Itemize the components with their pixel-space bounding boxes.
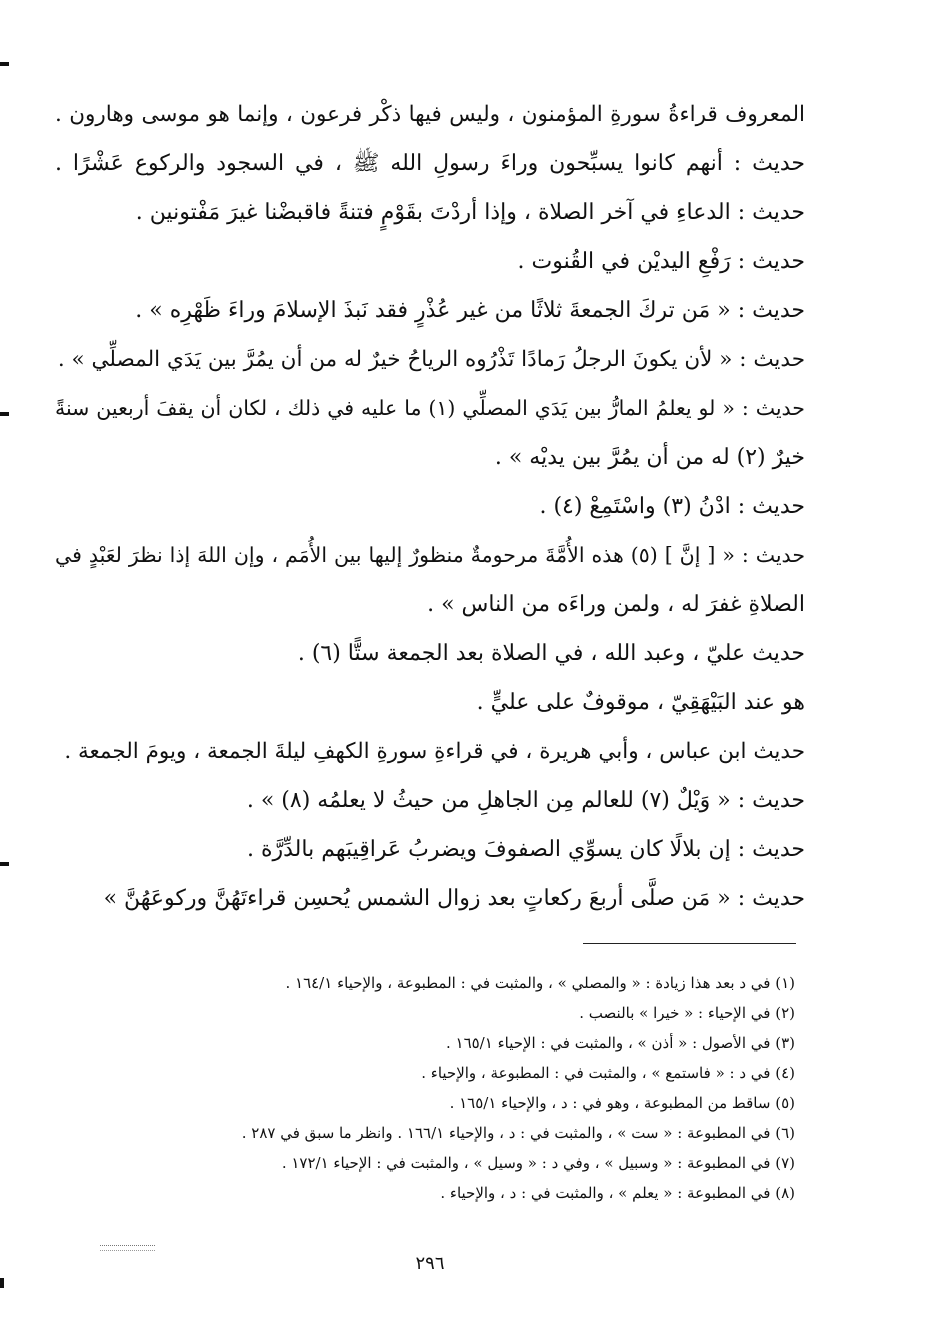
scan-edge-mark: [0, 62, 9, 66]
text-line: المعروف قراءةُ سورةِ المؤمنون ، وليس فيها ذكْر فرعون ، وإنما هو موسى وهارون .: [55, 102, 805, 127]
text-line: حديث : أنهم كانوا يسبِّحون وراءَ رسولِ الله ﷺ ، في السجود والركوع عَشْرًا .: [55, 151, 805, 176]
footnote: (٦) في المطبوعة : « ست » ، والمثبت في : د ، والإحياء ١٦٦/١ . وانظر ما سبق في ٢٨٧ .: [241, 1124, 795, 1142]
footnote: (٥) ساقط من المطبوعة ، وهو في : د ، والإحياء ١٦٥/١ .: [449, 1094, 795, 1112]
footnote: (٤) في د : « فاستمع » ، والمثبت في : المطبوعة ، والإحياء .: [421, 1064, 795, 1082]
text-line: حديث عليّ ، وعبد الله ، في الصلاة بعد الجمعة ستًّا (٦) .: [297, 641, 805, 666]
text-line: خيرٌ (٢) له من أن يمُرَّ بين يديْه » .: [494, 445, 805, 470]
footnote: (٢) في الإحياء : « خيرا » بالنصب .: [579, 1004, 795, 1022]
page-number: ٢٩٦: [415, 1253, 445, 1274]
scan-smudge: [100, 1245, 155, 1251]
scan-edge-mark: [0, 412, 9, 416]
text-line: حديث : « لأن يكونَ الرجلُ رَمادًا تَذْرُوه الرياحُ خيرٌ له من أن يمُرَّ بين يَدَي المصلِّي » .: [57, 347, 805, 372]
text-line: حديث : رَفْعِ اليديْن في القُنوت .: [517, 249, 805, 274]
text-line: حديث : « مَن تركَ الجمعةَ ثلاثًا من غير عُذْرٍ فقد نَبذَ الإسلامَ وراءَ ظَهْرِه » .: [135, 298, 805, 323]
text-line: هو عند البَيْهَقِيّ ، موقوفٌ على عليٍّ .: [476, 690, 805, 715]
scan-edge-mark: [0, 862, 9, 866]
text-line: حديث : « مَن صلَّى أربعَ ركعاتٍ بعد زوال الشمس يُحسِن قراءتَهُنَّ وركوعَهُنَّ »: [103, 886, 805, 911]
footnote: (٨) في المطبوعة : « يعلم » ، والمثبت في : د ، والإحياء .: [440, 1184, 795, 1202]
footnotes: [150, 968, 795, 1208]
text-line: حديث : ادْنُ (٣) واسْتَمِعْ (٤) .: [539, 494, 805, 519]
footnote: (٣) في الأصول : « أذن » ، والمثبت في : الإحياء ١٦٥/١ .: [445, 1034, 795, 1052]
footnote: (١) في د بعد هذا زيادة : « والمصلي » ، والمثبت في : المطبوعة ، والإحياء ١٦٤/١ .: [285, 974, 795, 992]
text-line: حديث : إن بلالًا كان يسوِّي الصفوفَ ويضربُ عَراقِيبَهم بالدِّرَّة .: [247, 837, 805, 862]
text-line: حديث : « لو يعلمُ المارُّ بين يَدَي المصلِّي (١) ما عليه في ذلك ، لكان أن يقفَ أربعين سنةً: [55, 396, 805, 420]
text-line: الصلاةِ غفرَ له ، ولمن وراءَه من الناس » .: [427, 592, 805, 617]
scan-edge-mark: [0, 1278, 4, 1288]
text-line: حديث ابن عباس ، وأبي هريرة ، في قراءةِ سورةِ الكهفِ ليلةَ الجمعة ، ويومَ الجمعة .: [64, 739, 805, 764]
main-text: [55, 90, 805, 923]
text-line: حديث : « وَيْلٌ (٧) للعالم مِن الجاهلِ من حيثُ لا يعلمُه (٨) » .: [246, 788, 805, 813]
text-line: حديث : « [ إنَّ ] (٥) هذه الأُمَّةَ مرحومةٌ منظورٌ إليها بين الأُمَم ، وإن اللهَ إذا نظرَ لعَبْدٍ في: [55, 543, 805, 567]
footnote: (٧) في المطبوعة : « وسبيل » ، وفي د : « وسيل » ، والمثبت في : الإحياء ١٧٢/١ .: [281, 1154, 795, 1172]
text-line: حديث : الدعاءِ في آخر الصلاة ، وإذا أردْتَ بقَوْمٍ فتنةً فاقبضْنا غيرَ مَفْتونين .: [135, 200, 805, 225]
footnote-divider: [583, 943, 796, 944]
